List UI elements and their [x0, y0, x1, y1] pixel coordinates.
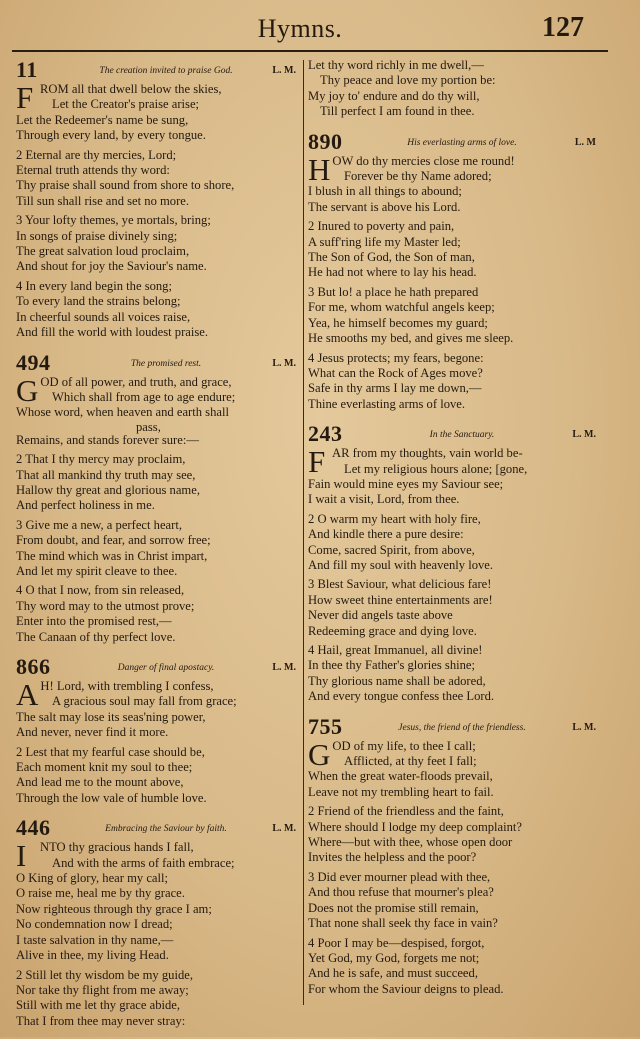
hymn-line: O King of glory, hear my call;: [16, 871, 169, 886]
drop-capital: A: [16, 677, 39, 712]
hymn-line: For me, whom watchful angels keep;: [308, 300, 495, 315]
stanza-4: [16, 279, 298, 341]
hymn-line: That I from thee may never stray:: [16, 1013, 186, 1028]
stanza-2: [308, 219, 598, 281]
header-rule: [12, 50, 608, 52]
hymn-line: Leave not my trembling heart to fail.: [308, 784, 494, 799]
hymn-line: And thou refuse that mourner's plea?: [308, 885, 494, 900]
stanza-1: [16, 679, 298, 741]
hymn-line: Each moment knit my soul to thee;: [16, 760, 193, 775]
hymn-line: He had not where to lay his head.: [308, 265, 477, 280]
stanza-2: [16, 745, 298, 807]
stanza-1: [308, 151, 598, 216]
hymn-meter: L. M.: [572, 721, 596, 733]
hymn-number: 755: [308, 713, 343, 739]
stanza-4: [308, 351, 598, 413]
hymn-line: 3 Your lofty themes, ye mortals, bring;: [16, 213, 211, 228]
opening-lines: [40, 375, 298, 406]
drop-capital: F: [16, 80, 34, 115]
hymn-line: What can the Rock of Ages move?: [308, 365, 483, 380]
hymn-line: pass,: [136, 419, 161, 434]
hymn-subject: Danger of final apostacy.: [117, 663, 215, 673]
hymn-line: That none shall seek thy face in vain?: [308, 916, 498, 931]
hymn-number: 866: [16, 654, 51, 679]
hymn-line: Nor take thy flight from me away;: [16, 982, 189, 997]
hymn-line: Through every land, by every tongue.: [16, 128, 206, 143]
hymn-line: Alive in thee, my living Head.: [16, 948, 169, 963]
stanza-2: [16, 968, 298, 1030]
opening-lines: [40, 82, 298, 113]
hymn-number: 890: [308, 128, 343, 154]
hymn-line: When the great water-floods prevail,: [308, 769, 493, 784]
hymn-subject: Embracing the Saviour by faith.: [105, 824, 227, 835]
hymn-subject: His everlasting arms of love.: [407, 137, 517, 148]
hymn-494: [16, 351, 298, 646]
hymn-line: Yet God, my God, forgets me not;: [308, 950, 480, 965]
hymn-line: For whom the Saviour deigns to plead.: [308, 981, 504, 996]
hymn-line: And perfect holiness in me.: [16, 498, 155, 513]
hymn-line: 2 Friend of the friendless and the faint,: [308, 804, 504, 819]
hymn-line: Till perfect I am found in thee.: [320, 104, 475, 119]
hymn-line: Let the Creator's praise arise;: [52, 97, 200, 112]
hymn-meter: L. M.: [272, 357, 296, 369]
hymn-line: Enter into the promised rest,—: [16, 614, 172, 629]
hymn-line: He smooths my bed, and gives me sleep.: [308, 331, 514, 346]
stanza-1: [16, 840, 298, 963]
drop-capital: I: [16, 838, 27, 874]
hymn-line: Remains, and stands forever sure:—: [16, 432, 199, 447]
hymn-line: The Canaan of thy perfect love.: [16, 629, 176, 644]
hymn-line: That all mankind thy truth may see,: [16, 467, 196, 482]
hymn-line: Thy peace and love my portion be:: [320, 73, 496, 88]
hymn-line: Through the low vale of humble love.: [16, 790, 207, 805]
hymn-line: AR from my thoughts, vain world be-: [332, 446, 523, 461]
hymn-number: 494: [16, 349, 51, 375]
hymn-line: Let my religious hours alone; [gone,: [344, 461, 528, 476]
opening-lines: [332, 446, 598, 477]
hymn-line: 2 That I thy mercy may proclaim,: [16, 452, 186, 467]
stanza-1: [16, 372, 298, 449]
hymn-heading: [16, 655, 298, 679]
hymn-number: 243: [308, 421, 343, 447]
opening-lines: [40, 679, 298, 710]
hymn-subject: The promised rest.: [130, 358, 202, 369]
hymn-line: How sweet thine entertainments are!: [308, 592, 493, 607]
hymn-line: 3 Give me a new, a perfect heart,: [16, 517, 182, 532]
hymn-line: Come, sacred Spirit, from above,: [308, 542, 475, 557]
hymn-line: Invites the helpless and the poor?: [308, 850, 477, 865]
hymn-subject: In the Sanctuary.: [429, 430, 495, 441]
page-header: [0, 0, 640, 52]
opening-lines: [40, 840, 298, 871]
left-column: [16, 58, 298, 1039]
hymn-line: And fill the world with loudest praise.: [16, 325, 209, 340]
hymn-line: 2 Inured to poverty and pain,: [308, 219, 455, 234]
stanza-2: [16, 148, 298, 210]
hymn-line: OW do thy mercies close me round!: [332, 153, 515, 168]
stanza-2: [308, 512, 598, 574]
hymn-line: In thee thy Father's glories shine;: [308, 658, 476, 673]
hymn-755: [308, 715, 598, 998]
hymn-line: And fill my soul with heavenly love.: [308, 557, 494, 572]
hymn-heading: [308, 422, 598, 446]
hymn-line: NTO thy gracious hands I fall,: [40, 840, 194, 855]
hymn-line: And kindle there a pure desire:: [308, 527, 464, 542]
hymn-line: The mind which was in Christ impart,: [16, 548, 208, 563]
hymn-line: 3 Blest Saviour, what delicious fare!: [308, 577, 492, 592]
hymn-line: The servant is above his Lord.: [308, 199, 461, 214]
hymn-line: Now righteous through thy grace I am;: [16, 901, 212, 916]
page-title: Hymns.: [257, 14, 343, 43]
drop-capital: G: [308, 736, 331, 772]
hymn-line: 4 In every land begin the song;: [16, 278, 172, 293]
hymn-line: In cheerful sounds all voices raise,: [16, 309, 191, 324]
hymn-line: From doubt, and fear, and sorrow free;: [16, 533, 211, 548]
opening-lines: [332, 154, 598, 185]
hymn-line: In songs of praise divinely sing;: [16, 228, 178, 243]
hymn-line: ROM all that dwell below the skies,: [40, 82, 222, 96]
hymn-line: Hallow thy great and glorious name,: [16, 482, 200, 497]
hymn-line: Where should I lodge my deep complaint?: [308, 819, 523, 834]
hymn-line: To every land the strains belong;: [16, 294, 181, 309]
hymn-line: Thy word may to the utmost prove;: [16, 598, 195, 613]
hymn-line: OD of my life, to thee I call;: [332, 738, 476, 753]
hymn-heading: [16, 816, 298, 840]
hymn-line: I taste salvation in thy name,—: [16, 932, 174, 947]
hymn-243: [308, 422, 598, 705]
hymn-line: Which shall from age to age endure;: [52, 389, 236, 404]
continued-stanza: [308, 58, 598, 120]
hymn-line: Afflicted, at thy feet I fall;: [344, 754, 477, 769]
hymn-number: 11: [16, 57, 38, 82]
hymn-heading: [16, 351, 298, 375]
stanza-3: [308, 870, 598, 932]
hymn-line: Does not the promise still remain,: [308, 900, 479, 915]
hymn-line: And shout for joy the Saviour's name.: [16, 259, 207, 274]
hymn-11: [16, 58, 298, 341]
stanza-2: [16, 452, 298, 514]
hymn-890: [308, 130, 598, 413]
stanza-3: [308, 577, 598, 639]
hymn-line: Thy praise shall sound from shore to shore,: [16, 178, 235, 193]
hymn-line: And every tongue confess thee Lord.: [308, 689, 495, 704]
hymn-line: O raise me, heal me by thy grace.: [16, 886, 185, 901]
hymn-line: I blush in all things to abound;: [308, 184, 462, 199]
opening-lines: [332, 739, 598, 770]
hymn-line: And with the arms of faith embrace;: [52, 855, 235, 870]
hymn-number: 446: [16, 815, 51, 841]
hymn-line: Fain would mine eyes my Saviour see;: [308, 476, 504, 491]
hymn-line: Still with me let thy grace abide,: [16, 998, 181, 1013]
hymn-heading: [308, 715, 598, 739]
hymn-line: 2 Still let thy wisdom be my guide,: [16, 967, 194, 982]
hymn-line: 4 Jesus protects; my fears, begone:: [308, 350, 484, 365]
hymn-line: 4 Hail, great Immanuel, all divine!: [308, 643, 483, 657]
column-divider: [303, 60, 304, 1005]
stanza-2: [308, 804, 598, 866]
hymn-subject: Jesus, the friend of the friendless.: [398, 722, 526, 733]
stanza-4: [16, 583, 298, 645]
hymn-line: 2 Eternal are thy mercies, Lord;: [16, 147, 177, 162]
stanza-1: [16, 82, 298, 144]
hymn-line: Redeeming grace and dying love.: [308, 623, 477, 638]
stanza-3: [16, 518, 298, 580]
hymn-line: 4 Poor I may be—despised, forgot,: [308, 935, 485, 950]
drop-capital: F: [308, 444, 326, 480]
hymn-line: 4 O that I now, from sin released,: [16, 583, 185, 598]
hymn-line: OD of all power, and truth, and grace,: [40, 374, 232, 389]
hymn-line: A gracious soul may fall from grace;: [52, 694, 237, 709]
hymn-line: Where—but with thee, whose open door: [308, 835, 513, 850]
hymn-line: The salt may lose its seas'ning power,: [16, 709, 206, 724]
hymn-line: 2 Lest that my fearful case should be,: [16, 744, 205, 759]
hymn-line: Let thy word richly in me dwell,—: [308, 58, 484, 72]
hymn-line: Whose word, when heaven and earth shall: [16, 405, 229, 420]
hymn-line: A suff'ring life my Master led;: [308, 234, 461, 249]
hymn-line: H! Lord, with trembling I confess,: [40, 679, 214, 693]
hymn-line: 2 O warm my heart with holy fire,: [308, 511, 481, 526]
stanza-4: [308, 643, 598, 705]
right-column: [308, 58, 598, 1007]
drop-capital: G: [16, 372, 39, 408]
hymn-line: Till sun shall rise and set no more.: [16, 193, 190, 208]
hymn-line: I wait a visit, Lord, from thee.: [308, 492, 460, 507]
hymn-line: The great salvation loud proclaim,: [16, 244, 190, 259]
hymn-line: Forever be thy Name adored;: [344, 169, 492, 184]
hymn-line: Thine everlasting arms of love.: [308, 396, 466, 411]
hymn-meter: L. M.: [272, 662, 296, 673]
hymn-heading: [308, 130, 598, 154]
hymn-meter: L. M.: [272, 823, 296, 835]
hymn-line: Never did angels taste above: [308, 608, 453, 623]
hymn-line: Thy glorious name shall be adored,: [308, 673, 486, 688]
stanza-4: [308, 936, 598, 998]
hymn-meter: L. M.: [572, 429, 596, 441]
hymn-line: 3 Did ever mourner plead with thee,: [308, 869, 491, 884]
hymn-line: Let the Redeemer's name be sung,: [16, 112, 189, 127]
hymn-line: Safe in thy arms I lay me down,—: [308, 381, 482, 396]
stanza-3: [16, 213, 298, 275]
hymn-heading: [16, 58, 298, 82]
hymn-line: The Son of God, the Son of man,: [308, 250, 475, 265]
stanza-1: [308, 736, 598, 801]
hymn-line: Yea, he himself becomes my guard;: [308, 315, 488, 330]
hymn-line: And never, never find it more.: [16, 725, 169, 740]
hymn-subject: The creation invited to praise God.: [99, 66, 233, 76]
stanza-3: [308, 285, 598, 347]
hymn-meter: L. M: [574, 136, 596, 148]
stanza-1: [308, 446, 598, 508]
hymn-line: And he is safe, and must succeed,: [308, 966, 478, 981]
page-number: 127: [542, 12, 584, 43]
drop-capital: H: [308, 151, 331, 187]
hymn-line: 3 But lo! a place he hath prepared: [308, 284, 479, 299]
hymn-line: And let my spirit cleave to thee.: [16, 563, 178, 578]
hymn-line: No condemnation now I dread;: [16, 917, 173, 932]
hymn-446: [16, 816, 298, 1029]
hymn-line: And lead me to the mount above,: [16, 775, 184, 790]
hymn-line: Eternal truth attends thy word:: [16, 163, 170, 178]
hymn-line: My joy to' endure and do thy will,: [308, 88, 480, 103]
hymn-866: [16, 655, 298, 806]
hymn-meter: L. M.: [272, 65, 296, 76]
